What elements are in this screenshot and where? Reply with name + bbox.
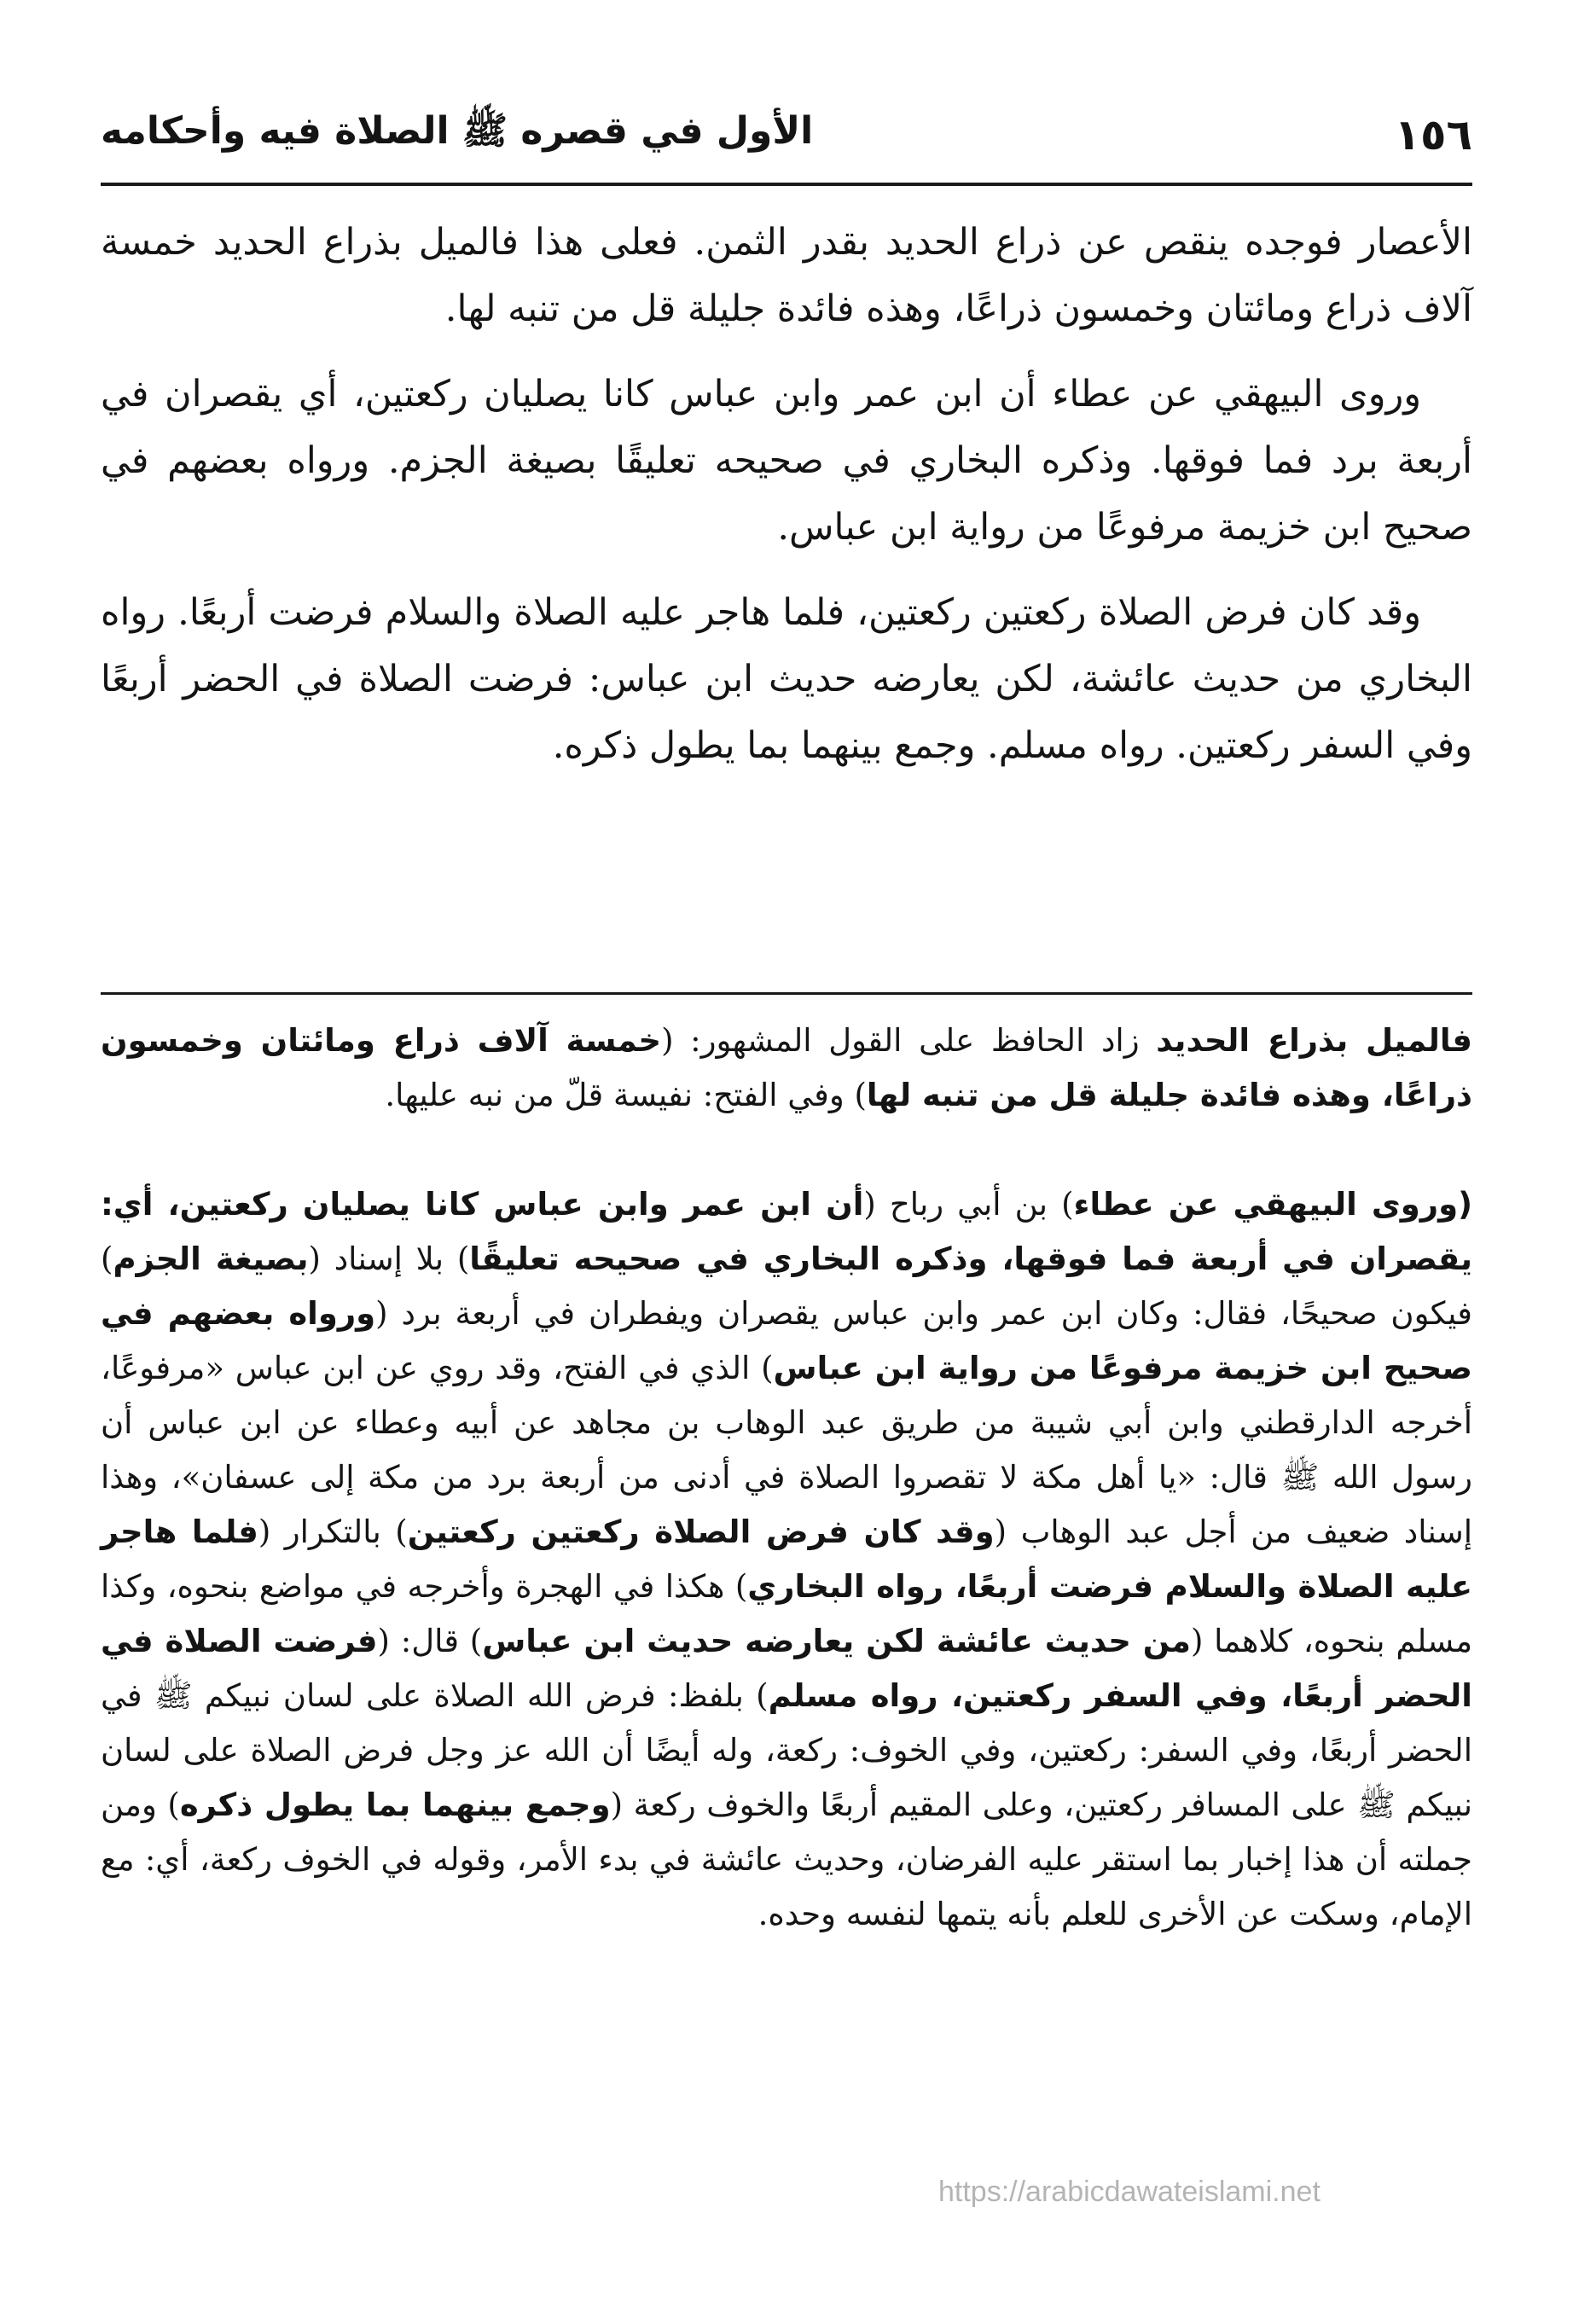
commentary-text-segment: ) وفي الفتح: نفيسة قلّ من نبه عليها. [385,1077,867,1113]
page-number: ١٥٦ [1394,110,1472,160]
paragraph-gap [101,1148,1472,1177]
quoted-text-segment: فرضت الصلاة في الحضر أربعًا، وفي السفر ركعتين، رواه مسلم [101,1623,1472,1714]
quoted-text-segment: فالميل بذراع الحديد [1156,1022,1472,1059]
quoted-text-segment: وجمع بينهما بما يطول ذكره [179,1787,611,1823]
quoted-text-segment: من حديث عائشة لكن يعارضه حديث ابن عباس [482,1623,1191,1659]
commentary [101,1014,1472,1967]
header-divider [101,183,1472,186]
main-text [101,209,1472,798]
quoted-text-segment: أن ابن عمر وابن عباس كانا يصليان ركعتين، أي: يقصران في أربعة فما فوقها، وذكره البخاري في صحيحه تعليقًا [101,1186,1472,1277]
quoted-text-segment: ورواه بعضهم في صحيح ابن خزيمة مرفوعًا من رواية ابن عباس [101,1295,1473,1386]
main-paragraph-1: الأعصار فوجده ينقص عن ذراع الحديد بقدر الثمن. فعلى هذا فالميل بذراع الحديد خمسة آلاف ذراع ومائتان وخمسون ذراعًا، وهذه فائدة جليلة قل من تنبه لها. [101,221,1472,330]
commentary-divider [101,992,1472,995]
quoted-text-segment: وقد كان فرض الصلاة ركعتين ركعتين [407,1514,995,1550]
quoted-text-segment: (وروى البيهقي عن عطاء [1073,1186,1473,1223]
commentary-text-segment: ) بلفظ: فرض الله الصلاة على لسان نبيكم ﷺ في الحضر أربعًا، وفي السفر: ركعتين، وفي الخوف: ركعة، وله أيضًا أن الله عز وجل فرض الصلاة على لسان نبيكم ﷺ على المسافر ركعتين، وعلى المقيم أربعًا والخوف ركعة ( [101,1677,1473,1823]
commentary-paragraph-1 [101,1014,1472,1123]
commentary-text-segment: ) ومن جملته أن هذا إخبار بما استقر عليه الفرضان، وحديث عائشة في بدء الأمر، وقوله في الخوف ركعة، أي: مع الإمام، وسكت عن الأخرى للعلم بأنه يتمها لنفسه وحده. [101,1787,1472,1932]
quoted-text-segment: فلما هاجر عليه الصلاة والسلام فرضت أربعًا، رواه البخاري [101,1514,1472,1605]
main-paragraph-2: وروى البيهقي عن عطاء أن ابن عمر وابن عباس كانا يصليان ركعتين، أي يقصران في أربعة برد فما فوقها. وذكره البخاري في صحيحه تعليقًا بصيغة الجزم. ورواه بعضهم في صحيح ابن خزيمة مرفوعًا من رواية ابن عباس. [101,373,1472,549]
commentary-text-segment: ) بالتكرار ( [258,1514,408,1550]
main-paragraph-3: وقد كان فرض الصلاة ركعتين ركعتين، فلما هاجر عليه الصلاة والسلام فرضت أربعًا. رواه البخاري من حديث عائشة، لكن يعارضه حديث ابن عباس: فرضت الصلاة في الحضر أربعًا وفي السفر ركعتين. رواه مسلم. وجمع بينهما بما يطول ذكره. [101,591,1472,767]
commentary-text-segment: ) بن أبي رباح ( [863,1186,1074,1223]
quoted-text-segment: بصيغة الجزم [113,1240,309,1277]
commentary-paragraph-2 [101,1177,1472,1942]
quoted-text-segment: خمسة آلاف ذراع ومائتان وخمسون ذراعًا، وهذه فائدة جليلة قل من تنبه لها [101,1022,1472,1113]
running-title: الأول في قصره ﷺ الصلاة فيه وأحكامه [101,109,814,153]
watermark: https://arabicdawateislami.net [938,2176,1321,2208]
commentary-text-segment: ) فيكون صحيحًا، فقال: وكان ابن عمر وابن عباس يقصران ويفطران في أربعة برد ( [101,1240,1472,1332]
commentary-text-segment: زاد الحافظ على القول المشهور: ( [661,1022,1157,1059]
commentary-text-segment: ) الذي في الفتح، وقد روي عن ابن عباس «مرفوعًا، أخرجه الدارقطني وابن أبي شيبة من طريق عبد الوهاب بن مجاهد عن أبيه وعطاء عن ابن عباس أن رسول الله ﷺ قال: «يا أهل مكة لا تقصروا الصلاة في أدنى من أربعة برد من مكة إلى عسفان»، وهذا إسناد ضعيف من أجل عبد الوهاب ( [101,1350,1472,1550]
page-header [101,101,1472,169]
commentary-text-segment: ) قال: ( [377,1623,483,1659]
commentary-text-segment: ) هكذا في الهجرة وأخرجه في مواضع بنحوه، وكذا مسلم بنحوه، كلاهما ( [101,1568,1473,1659]
commentary-text-segment: ) بلا إسناد ( [308,1240,470,1277]
